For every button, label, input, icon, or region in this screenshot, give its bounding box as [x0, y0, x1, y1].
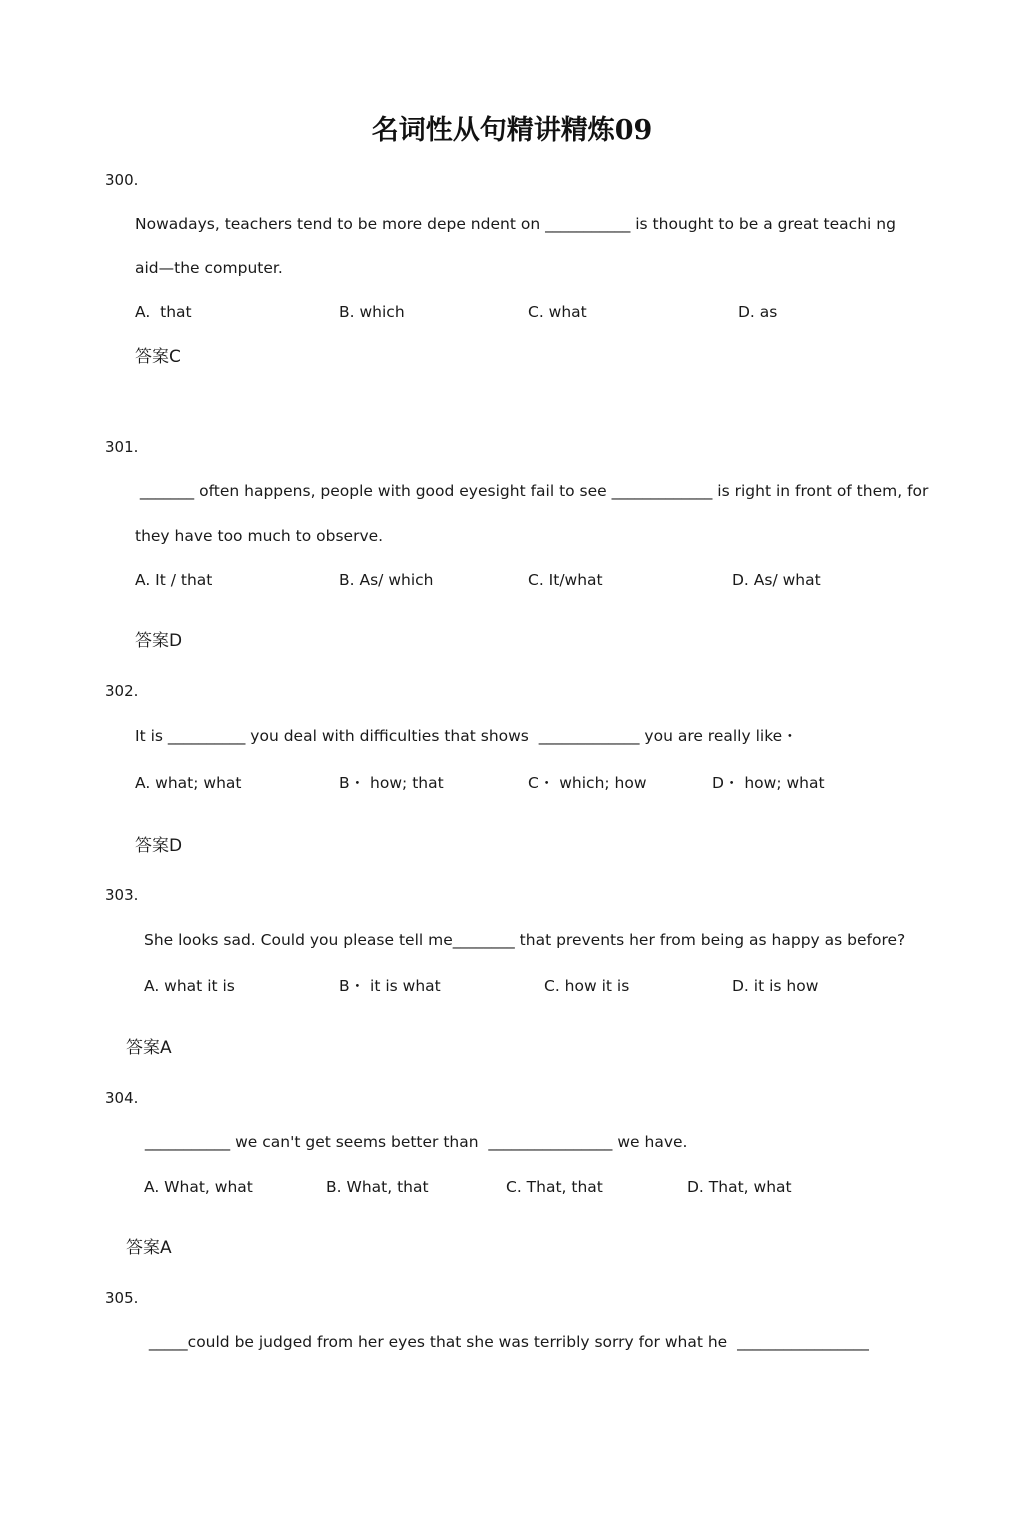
question-text-line: ___________ we can't get seems better than ________________ we have. — [140, 1133, 688, 1151]
question-number: 304. — [105, 1089, 139, 1107]
option-a: A. what it is — [144, 977, 235, 995]
option-a: A. that — [135, 303, 192, 321]
option-c: C. That, that — [506, 1178, 603, 1196]
question-text-line: Nowadays, teachers tend to be more depe ndent on ___________ is thought to be a great teachi ng — [135, 215, 896, 233]
question-number: 300. — [105, 171, 139, 189]
answer: 答案D — [135, 631, 183, 651]
option-b: B. which — [339, 303, 405, 321]
option-b: B. As/ which — [339, 571, 434, 589]
option-b: B・ how; that — [339, 774, 444, 792]
option-a: A. What, what — [144, 1178, 253, 1196]
question-number: 303. — [105, 886, 139, 904]
option-d: D・ how; what — [712, 774, 825, 792]
option-d: D. as — [738, 303, 778, 321]
option-b: B. What, that — [326, 1178, 429, 1196]
answer: 答案A — [126, 1238, 172, 1258]
option-b: B・ it is what — [339, 977, 441, 995]
answer: 答案C — [135, 347, 181, 367]
option-c: C. how it is — [544, 977, 630, 995]
option-c: C・ which; how — [528, 774, 647, 792]
question-text-line: It is __________ you deal with difficulties that shows _____________ you are really like・ — [135, 727, 798, 745]
answer: 答案D — [135, 836, 183, 856]
option-d: D. it is how — [732, 977, 819, 995]
question-text-line: _______ often happens, people with good eyesight fail to see _____________ is right in front of them, for — [135, 482, 929, 500]
option-a: A. what; what — [135, 774, 242, 792]
question-text-line: She looks sad. Could you please tell me________ that prevents her from being as happy as before? — [144, 931, 906, 949]
question-number: 305. — [105, 1289, 139, 1307]
page-title: 名词性从句精讲精炼09 — [371, 115, 653, 146]
question-text-line: they have too much to observe. — [135, 527, 384, 545]
question-number: 301. — [105, 438, 139, 456]
option-d: D. As/ what — [732, 571, 821, 589]
question-text-line: _____could be judged from her eyes that she was terribly sorry for what he _________________ — [144, 1333, 869, 1351]
option-a: A. It / that — [135, 571, 213, 589]
option-d: D. That, what — [687, 1178, 792, 1196]
option-c: C. what — [528, 303, 587, 321]
question-text-line: aid—the computer. — [135, 259, 283, 277]
option-c: C. It/what — [528, 571, 603, 589]
answer: 答案A — [126, 1038, 172, 1058]
question-number: 302. — [105, 682, 139, 700]
